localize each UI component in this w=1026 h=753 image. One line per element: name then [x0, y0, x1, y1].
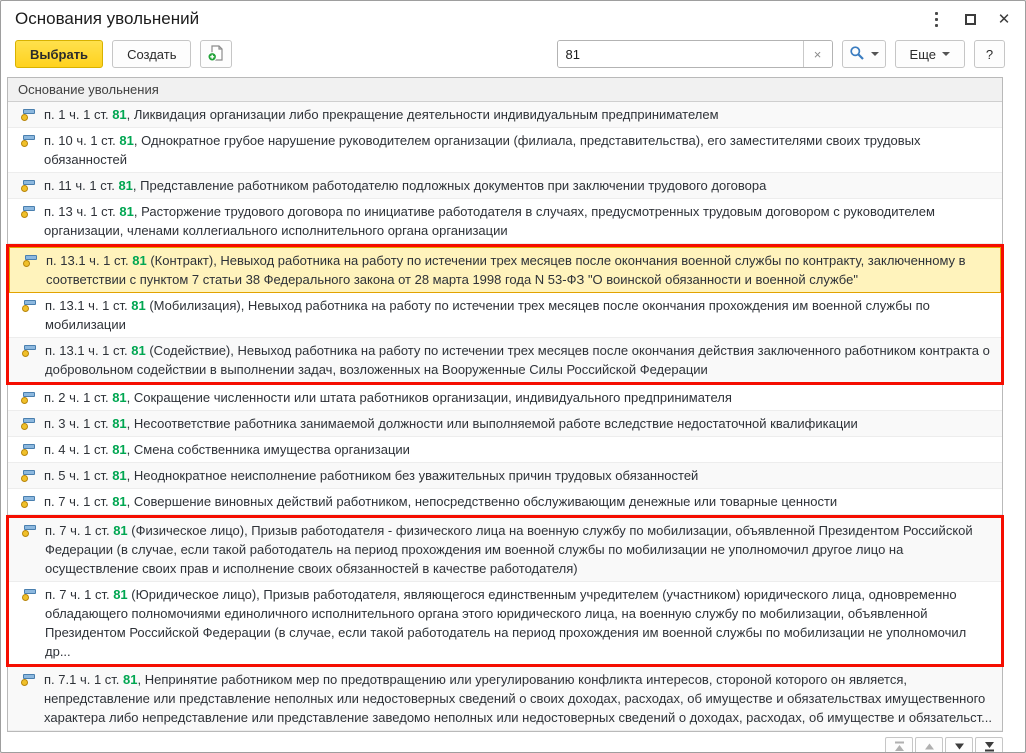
list-item-icon [20, 392, 36, 404]
dismissal-ground-text: п. 7 ч. 1 ст. 81 (Физическое лицо), Призыв работодателя - физического лица на военную службу по мобилизации, объявленной Президентом Российской Федерации (в случае, если такой работодатель на период прохождения им военной службы по мобилизации не уполномочил другое лицо на осуществление своих прав и исполнение своих обязанностей в качестве работодателя) [45, 523, 973, 576]
search-match-highlight: 81 [131, 298, 146, 313]
more-button-label: Еще [909, 46, 936, 62]
table-row[interactable] [9, 582, 1001, 664]
dismissal-ground-text: п. 13.1 ч. 1 ст. 81 (Мобилизация), Невыход работника на работу по истечении трех месяцев после окончания прохождения им военной службы по мобилизации [45, 298, 930, 332]
dismissal-grounds-table [7, 77, 1003, 732]
list-item-icon [20, 496, 36, 508]
column-header[interactable]: Основание увольнения [8, 78, 1002, 102]
chevron-down-icon [942, 52, 950, 56]
list-item-icon [20, 444, 36, 456]
dismissal-ground-text: п. 1 ч. 1 ст. 81, Ликвидация организации либо прекращение деятельности индивидуальным предпринимателем [44, 107, 719, 122]
search-input[interactable] [558, 41, 803, 67]
bottom-bar [1, 732, 1025, 753]
dismissal-ground-text: п. 13.1 ч. 1 ст. 81 (Содействие), Невыход работника на работу по истечении трех месяцев после окончания действия заключенного работником контракта о добровольном содействии в выполнении задач, возложенных на Вооруженные Силы Российской Федерации [45, 343, 990, 377]
pager [885, 737, 1003, 753]
table-row[interactable] [9, 518, 1001, 582]
search-match-highlight: 81 [112, 390, 127, 405]
help-button[interactable] [974, 40, 1005, 68]
dismissal-ground-text: п. 7 ч. 1 ст. 81, Совершение виновных действий работником, непосредственно обслуживающим денежные или товарные ценности [44, 494, 838, 509]
kebab-menu-icon [935, 12, 938, 27]
search-match-highlight: 81 [112, 416, 127, 431]
window-menu-button[interactable] [921, 6, 951, 32]
list-item-icon [21, 589, 37, 601]
dismissal-ground-text: п. 13 ч. 1 ст. 81, Расторжение трудового договора по инициативе работодателя в случаях, предусмотренных трудовым договором с руководителем организации, членами коллегиального исполнительного органа организации [44, 204, 935, 238]
list-item-icon [20, 109, 36, 121]
dismissal-ground-text: п. 13.1 ч. 1 ст. 81 (Контракт), Невыход работника на работу по истечении трех месяцев после окончания военной службы по контракту, заключенному в соответствии с пунктом 7 статьи 38 Федерального закона от 28 марта 1998 года N 53-ФЗ "О воинской обязанности и военной службе" [46, 253, 966, 287]
list-item-icon [21, 300, 37, 312]
scroll-down-button[interactable] [945, 737, 973, 753]
list-item-icon [20, 135, 36, 147]
dismissal-ground-text: п. 7.1 ч. 1 ст. 81, Непринятие работником мер по предотвращению или урегулированию конфликта интересов, стороной которого он является, непредставление или представление неполных или недостоверных сведений о своих доходах, расходах, об имуществе и обязательствах имущественного характера либо непредставление или представление заведомо неполных или недостоверных сведений о доходах, расходах, об имуществе и обязательст... [44, 672, 992, 725]
dismissal-ground-text: п. 2 ч. 1 ст. 81, Сокращение численности или штата работников организации, индивидуального предпринимателя [44, 390, 732, 405]
close-button[interactable] [989, 6, 1019, 32]
dismissal-table-body [8, 102, 1002, 731]
list-item-icon [21, 525, 37, 537]
dismissal-ground-text: п. 4 ч. 1 ст. 81, Смена собственника имущества организации [44, 442, 410, 457]
annotation-highlight-box [6, 515, 1004, 667]
list-item-icon [20, 180, 36, 192]
maximize-icon [965, 14, 976, 25]
toolbar [1, 35, 1025, 77]
table-row[interactable] [8, 102, 1002, 128]
table-row[interactable] [8, 128, 1002, 173]
table-row[interactable] [8, 173, 1002, 199]
dismissal-ground-text: п. 7 ч. 1 ст. 81 (Юридическое лицо), Призыв работодателя, являющегося единственным учредителем (участником) юридического лица, одновременно обладающего полномочиями единоличного исполнительного органа этого юридического лица, на военную службу по мобилизации, объявленной Президентом Российской Федерации (в случае, если такой работодатель на период прохождения им военной службы по мобилизации не уполномочил др... [45, 587, 967, 659]
search-options-button[interactable] [842, 40, 886, 68]
select-button[interactable]: Выбрать [15, 40, 103, 68]
close-icon: ✕ [997, 10, 1011, 28]
search-match-highlight: 81 [112, 107, 127, 122]
search-icon [849, 45, 865, 64]
window-controls [921, 6, 1019, 32]
help-icon: ? [985, 46, 994, 62]
create-by-copy-button[interactable] [200, 40, 232, 68]
search-match-highlight: 81 [112, 442, 127, 457]
search-clear-button[interactable] [803, 41, 832, 67]
scroll-down-icon [954, 739, 965, 753]
search-match-highlight: 81 [112, 494, 127, 509]
search-match-highlight: 81 [132, 253, 147, 268]
more-button[interactable] [895, 40, 965, 68]
scroll-up-button [915, 737, 943, 753]
list-item-icon [20, 206, 36, 218]
search-match-highlight: 81 [119, 133, 134, 148]
table-row[interactable] [8, 489, 1002, 515]
dismissal-ground-text: п. 5 ч. 1 ст. 81, Неоднократное неисполнение работником без уважительных причин трудовых обязанностей [44, 468, 699, 483]
table-row[interactable] [8, 411, 1002, 437]
search-match-highlight: 81 [119, 204, 134, 219]
clear-x-icon: × [813, 46, 822, 62]
search-match-highlight: 81 [118, 178, 133, 193]
scroll-to-bottom-button[interactable] [975, 737, 1003, 753]
search-match-highlight: 81 [113, 587, 128, 602]
create-button[interactable]: Создать [112, 40, 191, 68]
scroll-to-top-icon [894, 739, 905, 753]
list-item-icon [21, 345, 37, 357]
table-row[interactable] [8, 437, 1002, 463]
search-box [557, 40, 833, 68]
document-add-icon [207, 44, 225, 65]
annotation-highlight-box [6, 244, 1004, 385]
table-row[interactable] [8, 463, 1002, 489]
scroll-to-bottom-icon [984, 739, 995, 753]
toolbar-right [557, 40, 1005, 68]
maximize-button[interactable] [955, 6, 985, 32]
table-row[interactable] [8, 667, 1002, 731]
list-item-icon [22, 255, 38, 267]
chevron-down-icon [871, 52, 879, 56]
table-row[interactable] [8, 385, 1002, 411]
table-row[interactable] [9, 338, 1001, 382]
dismissal-ground-text: п. 3 ч. 1 ст. 81, Несоответствие работника занимаемой должности или выполняемой работе вследствие недостаточной квалификации [44, 416, 858, 431]
dismissal-ground-text: п. 10 ч. 1 ст. 81, Однократное грубое нарушение руководителем организации (филиала, представительства), его заместителями своих трудовых обязанностей [44, 133, 921, 167]
search-match-highlight: 81 [131, 343, 146, 358]
page-title: Основания увольнений [15, 9, 200, 28]
table-row-selected[interactable] [9, 247, 1001, 293]
table-row[interactable] [9, 293, 1001, 338]
list-item-icon [20, 418, 36, 430]
titlebar [1, 1, 1025, 35]
list-item-icon [20, 674, 36, 686]
scroll-up-icon [924, 739, 935, 753]
list-item-icon [20, 470, 36, 482]
search-match-highlight: 81 [112, 468, 127, 483]
search-match-highlight: 81 [123, 672, 138, 687]
search-match-highlight: 81 [113, 523, 128, 538]
scroll-to-top-button [885, 737, 913, 753]
dismissal-ground-text: п. 11 ч. 1 ст. 81, Представление работником работодателю подложных документов при заключении трудового договора [44, 178, 767, 193]
table-row[interactable] [8, 199, 1002, 244]
